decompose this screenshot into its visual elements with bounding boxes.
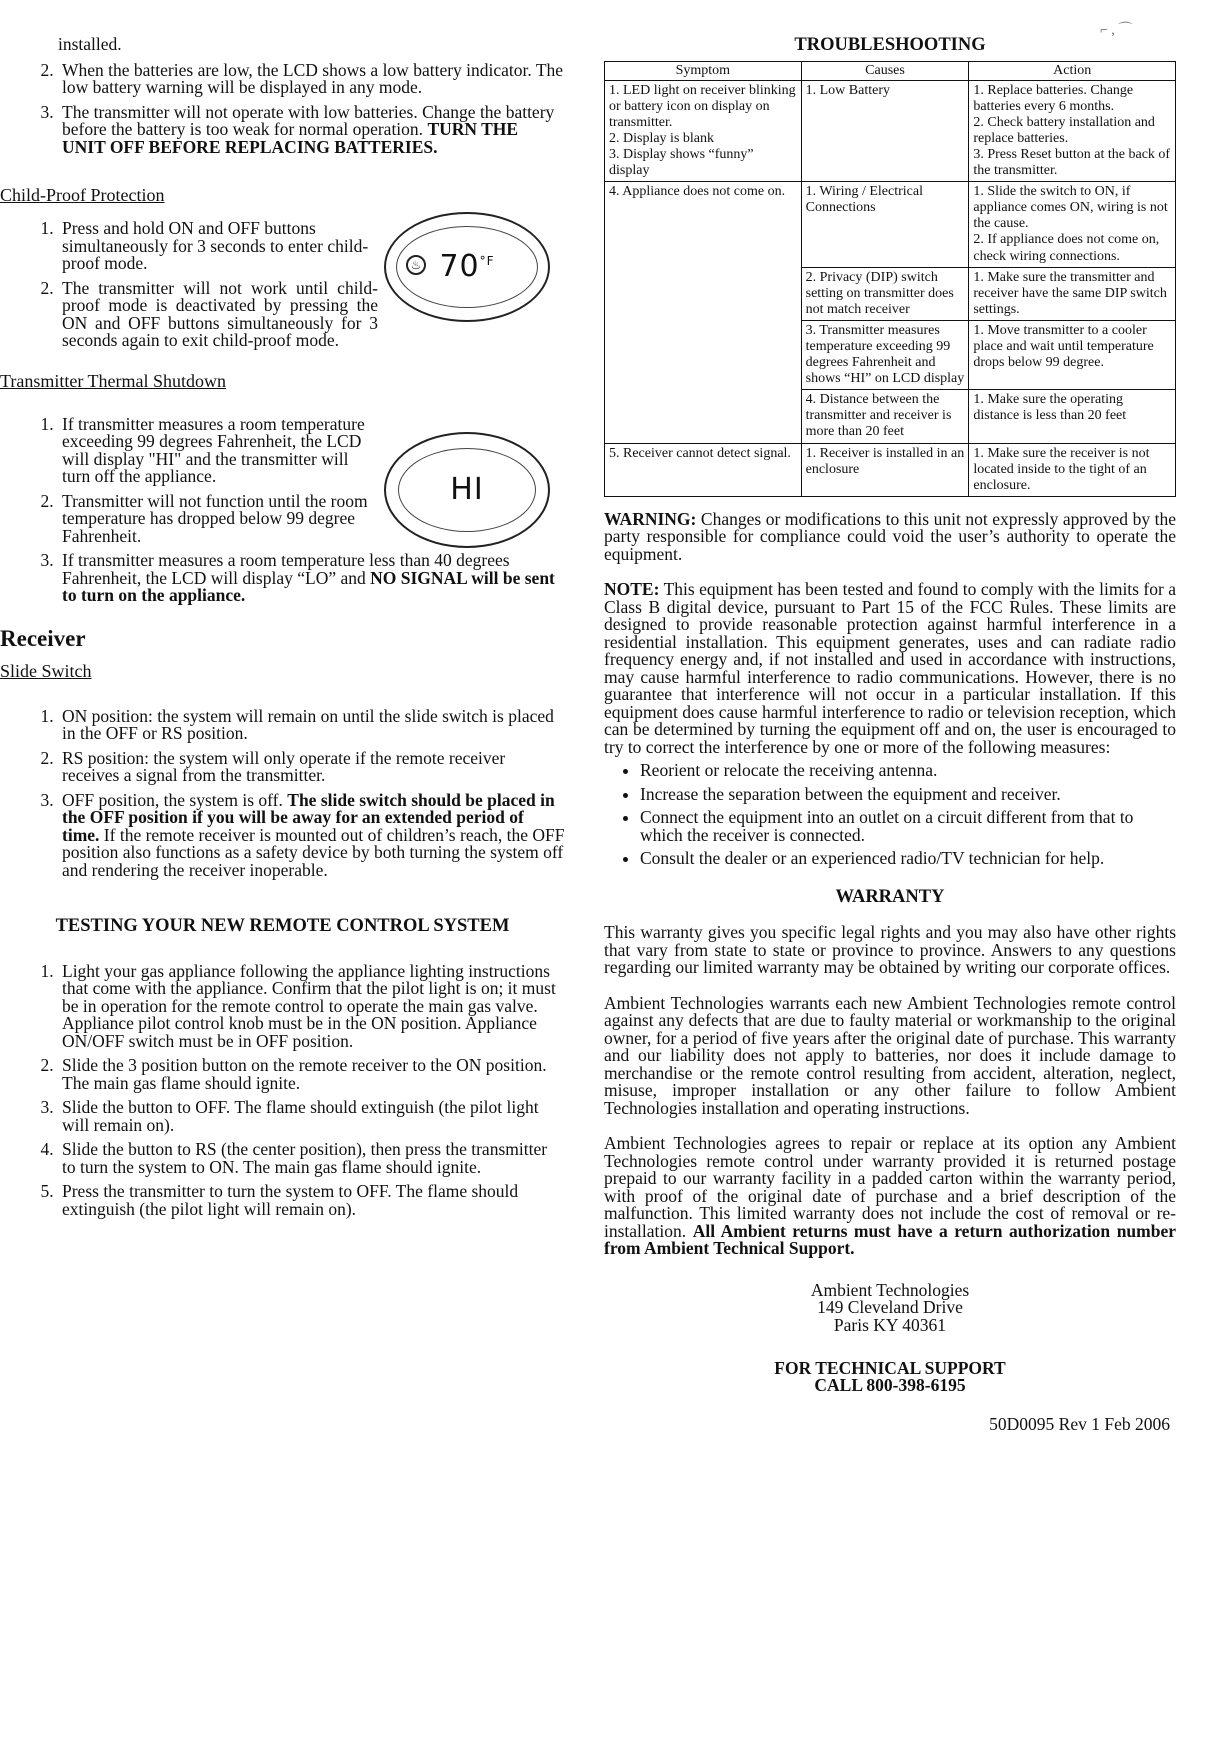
action-cell: 1. Move transmitter to a cooler place and wait until temperature drops below 99 degree. xyxy=(969,320,1176,389)
measure-item: • Connect the equipment into an outlet on a circuit different from that to which the receiver is connected. xyxy=(640,809,1176,844)
cause-cell: 2. Privacy (DIP) switch setting on transmitter does not match receiver xyxy=(801,267,969,320)
warranty-paragraph-1: This warranty gives you specific legal rights and you may also have other rights that vary from state to state or province to province. Answers to any questions regarding our limited warranty may be obtained by writing our corporate offices. xyxy=(604,922,1176,978)
symptom-item: 3. Display shows “funny” display xyxy=(609,146,754,179)
slide-item: 1. ON position: the system will remain on until the slide switch is placed in the OFF or RS position. xyxy=(58,708,565,743)
table-row xyxy=(605,443,1176,496)
action-item: 1. Replace batteries. Change batteries every 6 months. xyxy=(973,82,1134,114)
battery-item: 2. When the batteries are low, the LCD shows a low battery indicator. The low battery warning will be displayed in any mode. xyxy=(58,62,565,97)
cause-cell: 4. Distance between the transmitter and receiver is more than 20 feet xyxy=(801,390,969,443)
thermal-list xyxy=(0,413,370,546)
right-column xyxy=(604,36,1176,1433)
child-proof-list xyxy=(0,220,378,350)
warning-paragraph xyxy=(604,508,1176,564)
slide-switch-heading: Slide Switch xyxy=(0,660,92,681)
warranty-p3-text: Ambient Technologies agrees to repair or replace at its option any Ambient Technologies remote control under warranty provided it is returned postage prepaid to our warranty facility in a padded carton within the warranty period, with proof of the original date of purchase and a brief description of the malfunction. This limited warranty does not include the cost of removal or re-installation. xyxy=(604,1133,1176,1241)
lcd-temperature xyxy=(439,249,495,284)
address-line: Paris KY 40361 xyxy=(833,1314,947,1335)
battery-item xyxy=(58,101,565,157)
thermal-item: 2. Transmitter will not function until the room temperature has dropped below 99 degree Fahrenheit. xyxy=(58,493,370,546)
action-item: 3. Press Reset button at the back of the transmitter. xyxy=(973,146,1171,179)
warranty-p3-bold: All Ambient returns must have a return authorization number from Ambient Technical Support. xyxy=(604,1220,1177,1259)
left-column xyxy=(0,36,565,1225)
note-text: This equipment has been tested and found to comply with the limits for a Class B digital device, pursuant to Part 15 of the FCC Rules. These limits are designed to provide reasonable protection against harmful interference in a residential installation. This equipment generates, uses and can radiate radio frequency energy and, if not installed and used in accordance with instructions, may cause harmful interference to radio communications. However, there is no guarantee that interference will not occur in a particular installation. If this equipment does cause harmful interference to radio or television reception, which can be determined by turning the equipment off and on, the user is encouraged to try to correct the interference by one or more of the following measures: xyxy=(604,579,1177,757)
table-row xyxy=(605,80,1176,182)
battery-item-text: The transmitter will not operate with low batteries. Change the battery before the battery is too weak for normal operation. xyxy=(62,101,555,139)
address-line: 149 Cleveland Drive xyxy=(817,1297,963,1318)
slide-item3-bold: The slide switch should be placed in the OFF position if you will be away for an extended period of time. xyxy=(62,789,555,845)
flame-icon: ♨ xyxy=(406,255,426,275)
lcd-display-hi xyxy=(384,432,550,548)
address-line: Ambient Technologies xyxy=(810,1279,970,1300)
symptom-item: 1. LED light on receiver blinking or battery icon on display on transmitter. xyxy=(609,82,796,130)
slide-switch-list xyxy=(0,705,565,880)
revision-code: 50D0095 Rev 1 Feb 2006 xyxy=(989,1413,1170,1434)
action-cell xyxy=(969,182,1176,267)
slide-item xyxy=(58,789,565,880)
lcd-hi-text: HI xyxy=(450,471,484,507)
warning-label: WARNING: xyxy=(604,508,697,529)
symptom-item: 2. Display is blank xyxy=(609,130,714,146)
action-cell: 1. Make sure the receiver is not located inside to the tight of an enclosure. xyxy=(969,443,1176,496)
slide-item3-a: OFF position, the system is off. xyxy=(62,789,283,810)
tech-support xyxy=(604,1360,1176,1393)
warning-text: Changes or modifications to this unit not expressly approved by the party responsible for compliance could void the user’s authority to operate the equipment. xyxy=(604,508,1176,564)
note-label: NOTE: xyxy=(604,579,660,600)
support-line: FOR TECHNICAL SUPPORT xyxy=(774,1358,1006,1379)
cause-cell: 1. Receiver is installed in an enclosure xyxy=(801,443,969,496)
scan-mark: ⌐ , ⌒ xyxy=(1100,23,1133,38)
thermal-item3-bold: NO SIGNAL will be sent to turn on the appliance. xyxy=(62,567,555,605)
header-action: Action xyxy=(969,61,1176,80)
action-item: 1. Slide the switch to ON, if appliance comes ON, wiring is not the cause. xyxy=(973,184,1168,232)
action-item: 2. Check battery installation and replace batteries. xyxy=(973,114,1155,146)
table-header-row xyxy=(605,61,1176,80)
troubleshooting-table xyxy=(604,61,1176,497)
thermal-heading: Transmitter Thermal Shutdown xyxy=(0,370,226,391)
measure-item: • Increase the separation between the equipment and receiver. xyxy=(640,786,1176,804)
warranty-paragraph-2: Ambient Technologies warrants each new Ambient Technologies remote control against any defects that are due to faulty material or workmanship to the original owner, for a period of five years after the original date of purchase. This warranty and our liability does not apply to batteries, nor does it include damage to merchandise or the remote control resulting from accident, alteration, neglect, misuse, improper installation or any other failure to follow Ambient Technologies installation and operating instructions. xyxy=(604,992,1176,1118)
lcd-display-temp xyxy=(384,212,550,322)
action-cell: 1. Make sure the operating distance is less than 20 feet xyxy=(969,390,1176,443)
lcd-temp-value: 70 xyxy=(439,249,480,284)
battery-tail: installed. xyxy=(58,34,122,54)
lcd-temp-unit: °F xyxy=(479,254,495,268)
testing-item: 2. Slide the 3 position button on the remote receiver to the ON position. The main gas flame should ignite. xyxy=(58,1057,565,1092)
support-phone: CALL 800-398-6195 xyxy=(814,1374,966,1395)
header-symptom: Symptom xyxy=(605,61,802,80)
table-row xyxy=(605,182,1176,267)
thermal-item3-text: If transmitter measures a room temperature less than 40 degrees Fahrenheit, the LCD will display “LO” and xyxy=(62,550,510,588)
slide-item: 2. RS position: the system will only operate if the remote receiver receives a signal from the transmitter. xyxy=(58,750,565,785)
measures-list xyxy=(604,762,1176,868)
child-proof-item: 2. The transmitter will not work until child-proof mode is deactivated by pressing the ON and OFF buttons simultaneously for 3 seconds again to exit child-proof mode. xyxy=(58,280,378,350)
thermal-item xyxy=(58,552,565,605)
warranty-heading: WARRANTY xyxy=(835,886,945,907)
testing-list xyxy=(0,960,565,1219)
testing-item: 4. Slide the button to RS (the center position), then press the transmitter to turn the system to ON. The main gas flame should ignite. xyxy=(58,1141,565,1176)
measure-item: • Consult the dealer or an experienced radio/TV technician for help. xyxy=(640,850,1176,868)
cause-cell: 1. Wiring / Electrical Connections xyxy=(801,182,969,267)
measure-item: • Reorient or relocate the receiving antenna. xyxy=(640,762,1176,780)
cause-cell: 1. Low Battery xyxy=(801,80,969,182)
battery-warning: TURN THE UNIT OFF BEFORE REPLACING BATTERIES. xyxy=(62,119,519,157)
symptom-cell xyxy=(605,80,802,182)
child-proof-heading: Child-Proof Protection xyxy=(0,185,165,205)
thermal-list-cont xyxy=(0,552,565,605)
company-address xyxy=(604,1279,1176,1335)
cause-cell: 3. Transmitter measures temperature exceeding 99 degrees Fahrenheit and shows “HI” on LCD display xyxy=(801,320,969,389)
slide-item3-b: If the remote receiver is mounted out of children’s reach, the OFF position also functions as a safety device by both turning the system off and rendering the receiver inoperable. xyxy=(62,824,565,880)
thermal-section xyxy=(0,413,565,605)
symptom-cell: 4. Appliance does not come on. xyxy=(605,182,802,443)
receiver-heading: Receiver xyxy=(0,625,86,651)
thermal-item: 1. If transmitter measures a room temperature exceeding 99 degrees Fahrenheit, the LCD will display "HI" and the transmitter will turn off the appliance. xyxy=(58,416,370,486)
child-proof-section xyxy=(0,220,565,350)
testing-item: 5. Press the transmitter to turn the system to OFF. The flame should extinguish (the pilot light will remain on). xyxy=(58,1183,565,1218)
symptom-cell: 5. Receiver cannot detect signal. xyxy=(605,443,802,496)
action-cell: 1. Make sure the transmitter and receiver have the same DIP switch settings. xyxy=(969,267,1176,320)
note-paragraph xyxy=(604,581,1176,756)
header-causes: Causes xyxy=(801,61,969,80)
troubleshooting-title: TROUBLESHOOTING xyxy=(794,35,986,55)
action-item: 2. If appliance does not come on, check wiring connections. xyxy=(973,232,1160,264)
battery-list xyxy=(0,59,565,157)
child-proof-item: 1. Press and hold ON and OFF buttons simultaneously for 3 seconds to enter child-proof mode. xyxy=(58,220,378,273)
testing-item: 1. Light your gas appliance following the appliance lighting instructions that come with the appliance. Confirm that the pilot light is on; it must be in operation for the remote control to operate the main gas valve. Appliance pilot control knob must be in the ON position. Appliance ON/OFF switch must be in OFF position. xyxy=(58,963,565,1051)
testing-heading: TESTING YOUR NEW REMOTE CONTROL SYSTEM xyxy=(55,916,510,936)
action-cell xyxy=(969,80,1176,182)
testing-item: 3. Slide the button to OFF. The flame should extinguish (the pilot light will remain on). xyxy=(58,1099,565,1134)
warranty-paragraph-3 xyxy=(604,1135,1176,1258)
